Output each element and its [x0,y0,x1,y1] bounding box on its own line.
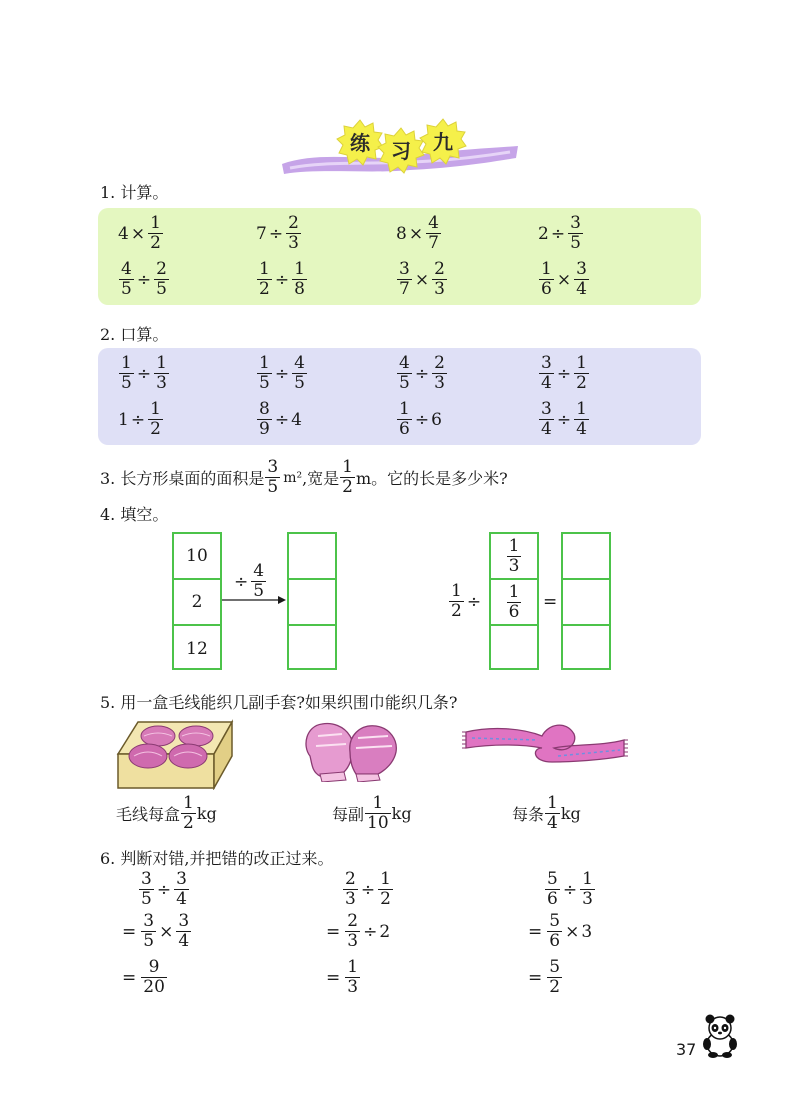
operator: × [408,223,424,244]
q4-right-value [491,580,537,626]
q3-width-fraction [340,458,355,497]
arrow-right-icon [222,594,288,606]
q1-expression [538,260,590,299]
operator: ÷ [136,269,152,290]
denominator: 2 [451,601,462,621]
denominator: 7 [399,279,410,299]
fraction [539,400,554,439]
question-5-title: 5. 用一盒毛线能织几副手套?如果织围巾能织几条? [100,693,458,712]
denominator: 5 [570,233,581,253]
denominator: 6 [399,419,410,439]
fraction [154,354,169,393]
denominator: 3 [156,373,167,393]
fraction [141,958,167,997]
q4-equals-sign: = [543,592,558,612]
q2-expression [396,400,442,439]
denominator: 4 [541,419,552,439]
numerator: 3 [399,259,410,279]
fraction [580,870,595,909]
denominator: 7 [428,233,439,253]
denominator: 3 [347,977,359,997]
fraction [547,958,562,997]
numerator: 1 [259,259,270,279]
fraction [292,260,307,299]
numerator: 1 [183,793,194,813]
q1-expression [118,260,170,299]
numerator: 3 [141,869,152,889]
numerator: 1 [259,353,270,373]
equals-sign: = [528,967,543,988]
equals-sign: = [326,921,341,942]
fraction [148,214,163,253]
numerator: 3 [576,259,587,279]
denominator: 5 [399,373,410,393]
numerator: 3 [178,911,190,931]
fraction [397,400,412,439]
q5-caption-gloves [332,794,412,833]
fraction [545,870,560,909]
fraction [539,260,554,299]
q2-expression [256,354,308,393]
gloves-image [300,716,410,782]
q2-expression [118,354,170,393]
q2-expression [538,400,590,439]
answer-blank[interactable] [563,580,609,626]
equals-sign: = [528,921,543,942]
numerator: 1 [508,535,520,556]
header-char: 习 [391,139,411,163]
denominator: 3 [434,373,445,393]
denominator: 3 [288,233,299,253]
q1-expression [256,214,302,253]
caption-text: 每副 [332,805,365,824]
q4-right-input-column [489,532,539,670]
numerator: 1 [541,259,552,279]
fraction [574,354,589,393]
numerator: 4 [399,353,410,373]
fraction [568,214,583,253]
denominator: 20 [143,977,165,997]
q6-step-line [324,958,361,997]
denominator: 5 [253,581,265,601]
fraction [154,260,169,299]
caption-fraction [545,794,560,833]
q3-suffix: m。它的长是多少米? [356,469,508,488]
divide-sign: ÷ [466,591,482,612]
q1-expression [396,214,442,253]
fraction [292,354,307,393]
operator: × [159,921,174,942]
operator: ÷ [268,223,284,244]
integer: 4 [118,223,129,244]
numerator: 9 [148,957,160,977]
caption-unit: kg [196,804,217,823]
numerator: 4 [121,259,132,279]
numerator: 1 [451,581,462,601]
question-1-title: 1. 计算。 [100,183,169,202]
denominator: 6 [549,931,561,951]
equals-sign: = [122,921,137,942]
q1-expression [118,214,164,253]
numerator: 3 [143,911,155,931]
fraction [432,260,447,299]
denominator: 2 [576,373,587,393]
page-number: 37 [676,1040,697,1059]
fraction [345,958,360,997]
denominator: 3 [582,889,593,909]
integer: 2 [538,223,549,244]
fraction [176,912,191,951]
denominator: 2 [150,419,161,439]
header-char: 练 [350,131,370,155]
fraction [426,214,441,253]
denominator: 8 [294,279,305,299]
answer-blank[interactable] [289,580,335,626]
q6-step-line [526,912,592,951]
caption-unit: kg [391,804,412,823]
denominator: 2 [380,889,391,909]
divide-sign: ÷ [234,571,249,592]
fraction [397,354,412,393]
numerator: 3 [541,353,552,373]
denominator: 5 [143,931,155,951]
denominator: 5 [121,279,132,299]
denominator: 5 [156,279,167,299]
denominator: 5 [259,373,270,393]
fraction [507,537,522,576]
numerator: 2 [434,259,445,279]
numerator: 5 [549,911,561,931]
operator: ÷ [274,363,290,384]
fraction [119,260,134,299]
numerator: 1 [294,259,305,279]
fraction [174,870,189,909]
q3-area-fraction [265,458,280,497]
denominator: 4 [541,373,552,393]
fraction [343,870,358,909]
q4-left-value: 12 [186,639,208,659]
operator: ÷ [274,269,290,290]
q4-left-answer-column [287,532,337,670]
operator: ÷ [363,921,378,942]
denominator: 3 [508,555,520,576]
numerator: 2 [347,911,359,931]
q4-right-prefix [448,582,483,621]
q2-expression [256,400,302,439]
integer: 2 [379,921,391,942]
numerator: 8 [259,399,270,419]
integer: 1 [118,409,129,430]
numerator: 1 [150,399,161,419]
question-3-text [100,458,508,497]
q4-left-value: 10 [174,534,220,580]
q2-expression [396,354,448,393]
denominator: 5 [267,477,279,497]
question-2-title: 2. 口算。 [100,325,169,344]
q4-left-value: 2 [174,580,220,626]
fraction [148,400,163,439]
fraction [432,354,447,393]
q6-step-line [324,912,390,951]
operator: × [565,921,580,942]
fraction [139,870,154,909]
answer-blank[interactable] [563,534,609,580]
denominator: 5 [121,373,132,393]
q6-step-line [342,870,394,909]
q1-expression [538,214,584,253]
denominator: 3 [347,931,359,951]
operator: × [556,269,572,290]
q1-expression [256,260,308,299]
denominator: 4 [176,889,187,909]
q6-step-line [120,912,192,951]
numerator: 3 [570,213,581,233]
numerator: 1 [380,869,391,889]
denominator: 3 [434,279,445,299]
fraction [574,400,589,439]
q4-left-input-column [172,532,222,670]
denominator: 2 [183,813,194,833]
numerator: 3 [541,399,552,419]
numerator: 1 [150,213,161,233]
fraction [286,214,301,253]
fraction [141,912,156,951]
numerator: 3 [267,457,279,477]
denominator: 5 [294,373,305,393]
caption-fraction [181,794,196,833]
q4-right-value [491,534,537,580]
numerator: 1 [156,353,167,373]
fraction [574,260,589,299]
denominator: 6 [547,889,558,909]
answer-blank[interactable] [289,534,335,580]
operator: ÷ [274,409,290,430]
q6-step-line [120,958,168,997]
caption-fraction [365,794,391,833]
numerator: 3 [176,869,187,889]
denominator: 2 [549,977,561,997]
equals-sign: = [122,967,137,988]
fraction [397,260,412,299]
denominator: 2 [342,477,353,497]
question-4-title: 4. 填空。 [100,505,169,524]
q4-right-answer-column [561,532,611,670]
fraction [507,583,522,622]
yarn-box-image [114,714,236,790]
caption-unit: kg [560,804,581,823]
numerator: 1 [576,353,587,373]
q2-expression [538,354,590,393]
denominator: 4 [547,813,558,833]
q2-expression [118,400,164,439]
fraction [257,260,272,299]
denominator: 2 [259,279,270,299]
operator: × [414,269,430,290]
fraction [539,354,554,393]
q1-expression [396,260,448,299]
numerator: 4 [428,213,439,233]
integer: 6 [431,409,442,430]
numerator: 1 [372,793,384,813]
caption-text: 毛线每盒 [116,805,181,824]
operator: ÷ [136,363,152,384]
numerator: 1 [399,399,410,419]
q6-step-line [544,870,596,909]
numerator: 1 [347,957,359,977]
denominator: 6 [508,601,520,622]
fraction [345,912,360,951]
scarf-image [462,718,628,770]
numerator: 5 [547,869,558,889]
star-badge-3 [418,117,468,167]
numerator: 5 [549,957,561,977]
fraction [257,400,272,439]
operator: ÷ [556,363,572,384]
operator: ÷ [130,409,146,430]
integer: 4 [291,409,302,430]
operator: × [130,223,146,244]
q5-caption-yarn [116,794,217,833]
q6-step-line [138,870,190,909]
denominator: 3 [345,889,356,909]
q5-caption-scarf [512,794,581,833]
caption-text: 每条 [512,805,545,824]
fraction [378,870,393,909]
operator: ÷ [414,363,430,384]
q4-right-prefix-fraction [449,582,464,621]
numerator: 2 [345,869,356,889]
denominator: 10 [367,813,389,833]
question-6-title: 6. 判断对错,并把错的改正过来。 [100,849,334,868]
q3-middle: ,宽是 [302,469,340,488]
fraction [547,912,562,951]
denominator: 6 [541,279,552,299]
answer-blank[interactable] [563,626,609,672]
integer: 3 [581,921,593,942]
numerator: 1 [508,581,520,602]
numerator: 1 [121,353,132,373]
header-char: 九 [433,130,453,154]
numerator: 1 [576,399,587,419]
denominator: 2 [150,233,161,253]
denominator: 5 [141,889,152,909]
denominator: 4 [178,931,190,951]
numerator: 2 [288,213,299,233]
numerator: 2 [434,353,445,373]
integer: 7 [256,223,267,244]
operator: ÷ [156,879,172,900]
q4-right-value [491,626,537,672]
answer-blank[interactable] [289,626,335,672]
operator: ÷ [414,409,430,430]
operator: ÷ [562,879,578,900]
operator: ÷ [360,879,376,900]
numerator: 4 [253,561,265,581]
numerator: 1 [582,869,593,889]
numerator: 1 [547,793,558,813]
numerator: 2 [156,259,167,279]
q3-area-unit: m² [283,469,303,486]
panda-icon [700,1012,740,1058]
fraction [257,354,272,393]
denominator: 4 [576,419,587,439]
integer: 8 [396,223,407,244]
q6-step-line [526,958,563,997]
numerator: 4 [294,353,305,373]
equals-sign: = [326,967,341,988]
numerator: 1 [342,457,353,477]
denominator: 4 [576,279,587,299]
operator: ÷ [550,223,566,244]
operator: ÷ [556,409,572,430]
q3-prefix: 3. 长方形桌面的面积是 [100,469,265,488]
fraction [119,354,134,393]
denominator: 9 [259,419,270,439]
